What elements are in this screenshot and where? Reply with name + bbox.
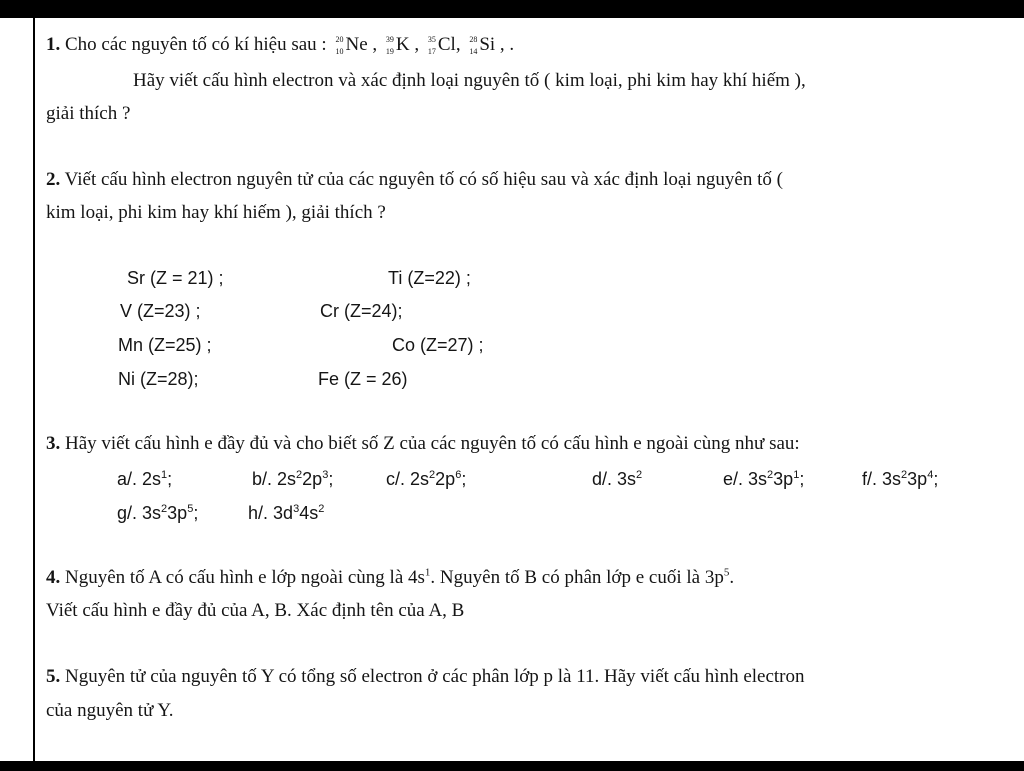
- q3-item-e: [723, 467, 804, 491]
- q3-item-d: [592, 467, 642, 491]
- isotope-cl-separator: ,: [455, 34, 466, 55]
- q3-subshell: 3d: [273, 503, 294, 523]
- q2-element-co: Co (Z=27) ;: [392, 335, 484, 355]
- q3-subshell-exponent: 2: [767, 469, 774, 481]
- isotope-k-symbol: K: [395, 34, 410, 55]
- isotope-ne-separator: ,: [367, 34, 382, 55]
- q2-element-cr: Cr (Z=24);: [320, 301, 403, 321]
- q3-item-f: [862, 467, 938, 491]
- q3-subshell: 3p: [773, 469, 794, 489]
- q3-subshell: 3s: [142, 503, 162, 523]
- q4-b-text: . Nguyên tố B có phân lớp e cuối là: [430, 567, 705, 588]
- q3-item-c: [386, 467, 466, 491]
- q3-subshell-exponent: 3: [322, 469, 329, 481]
- q4-a-text: Nguyên tố A có cấu hình e lớp ngoài cùng là: [65, 567, 409, 588]
- q5-line2: của nguyên tử Y.: [46, 700, 174, 721]
- q3-subshell-exponent: 4: [927, 469, 934, 481]
- q2-element-ni: Ni (Z=28);: [118, 369, 199, 389]
- q1-line2: Hãy viết cấu hình electron và xác định loại nguyên tố ( kim loại, phi kim hay khí hiếm ),: [133, 70, 806, 91]
- q4-line1: [46, 566, 734, 590]
- isotope-si-mass: 28: [469, 34, 478, 44]
- q4-period: .: [729, 567, 735, 588]
- q2-line1: [46, 168, 783, 192]
- q3-item-label: e/.: [723, 469, 744, 489]
- q3-subshell: 2p: [302, 469, 323, 489]
- q3-subshell: 4s: [299, 503, 319, 523]
- q3-item-end: ;: [461, 469, 467, 489]
- q3-subshell-exponent: 3: [293, 503, 300, 515]
- q3-subshell: 3p: [167, 503, 188, 523]
- q3-item-label: a/.: [117, 469, 138, 489]
- q4-number: 4.: [46, 567, 61, 588]
- q3-subshell-exponent: 6: [455, 469, 462, 481]
- q3-subshell-exponent: 1: [793, 469, 800, 481]
- isotope-ne-atomic-number: 10: [335, 46, 344, 56]
- q5-text: Nguyên tử của nguyên tố Y có tổng số electron ở các phân lớp p là 11. Hãy viết cấu hình electron: [65, 666, 805, 687]
- isotope-ne-mass: 20: [335, 34, 344, 44]
- q3-subshell: 3s: [617, 469, 637, 489]
- isotope-ne-symbol: Ne: [345, 34, 368, 55]
- q3-subshell: 2s: [142, 469, 162, 489]
- q3-subshell-exponent: 2: [318, 503, 325, 515]
- q1-number: 1.: [46, 34, 61, 55]
- isotope-k-mass: 39: [385, 34, 394, 44]
- isotope-si-symbol: Si: [479, 34, 496, 55]
- q2-text: Viết cấu hình electron nguyên tử của các nguyên tố có số hiệu sau và xác định loại nguyên tố (: [64, 169, 783, 190]
- top-black-border: [0, 0, 1024, 18]
- q3-subshell: 2s: [277, 469, 297, 489]
- isotope-k-separator: ,: [409, 34, 424, 55]
- q2-element-sr: Sr (Z = 21) ;: [127, 268, 224, 288]
- q3-subshell-exponent: 2: [429, 469, 436, 481]
- q3-subshell-exponent: 2: [161, 503, 168, 515]
- q3-item-g: [117, 501, 198, 525]
- q2-element-v: V (Z=23) ;: [120, 301, 201, 321]
- q3-item-end: ;: [167, 469, 173, 489]
- q4-line2: Viết cấu hình e đầy đủ của A, B. Xác định tên của A, B: [46, 600, 465, 621]
- isotope-si-atomic-number: 14: [469, 46, 478, 56]
- q3-item-h: [248, 501, 324, 525]
- q4-a-exponent: 1: [424, 566, 431, 579]
- q3-line1: [46, 432, 800, 456]
- isotope-cl-nuclide: [424, 35, 436, 57]
- q3-item-a: [117, 467, 172, 491]
- isotope-cl-atomic-number: 17: [427, 46, 436, 56]
- isotope-k-nuclide: [382, 35, 394, 57]
- q1-intro: Cho các nguyên tố có kí hiệu sau :: [65, 34, 332, 55]
- q3-item-label: d/.: [592, 469, 613, 489]
- isotope-ne-nuclide: [331, 35, 343, 57]
- isotope-si-separator: , .: [495, 34, 515, 55]
- q3-item-end: ;: [193, 503, 199, 523]
- q3-item-b: [252, 467, 333, 491]
- q3-item-end: ;: [933, 469, 939, 489]
- q3-subshell: 2p: [435, 469, 456, 489]
- q3-item-label: b/.: [252, 469, 273, 489]
- q3-subshell: 3p: [907, 469, 928, 489]
- q4-b-exponent: 5: [723, 566, 730, 579]
- isotope-cl-mass: 35: [427, 34, 436, 44]
- q3-item-label: c/.: [386, 469, 406, 489]
- q2-number: 2.: [46, 169, 61, 190]
- isotope-cl-symbol: Cl: [437, 34, 456, 55]
- q1-line3: giải thích ?: [46, 103, 131, 124]
- q3-number: 3.: [46, 433, 61, 454]
- q3-subshell-exponent: 2: [901, 469, 908, 481]
- q2-element-fe: Fe (Z = 26): [318, 369, 408, 389]
- q2-element-mn: Mn (Z=25) ;: [118, 335, 212, 355]
- q3-subshell: 3s: [748, 469, 768, 489]
- q5-line1: [46, 665, 805, 689]
- q1-line1: [46, 33, 514, 57]
- q4-a-config: 4s: [408, 567, 425, 588]
- q3-text: Hãy viết cấu hình e đầy đủ và cho biết số Z của các nguyên tố có cấu hình e ngoài cùng như sau:: [65, 433, 800, 454]
- q3-item-label: f/.: [862, 469, 878, 489]
- q3-subshell: 3s: [882, 469, 902, 489]
- q3-subshell-exponent: 2: [296, 469, 303, 481]
- q3-subshell-exponent: 1: [161, 469, 168, 481]
- q2-line2: kim loại, phi kim hay khí hiếm ), giải thích ?: [46, 202, 386, 223]
- q4-b-config: 3p: [704, 567, 724, 588]
- q5-number: 5.: [46, 666, 61, 687]
- q1-isotope-list: [331, 34, 514, 55]
- left-margin-rule: [33, 18, 35, 761]
- q3-subshell-exponent: 2: [636, 469, 643, 481]
- q3-subshell-exponent: 5: [187, 503, 194, 515]
- q2-element-ti: Ti (Z=22) ;: [388, 268, 471, 288]
- q3-subshell: 2s: [410, 469, 430, 489]
- q3-item-end: ;: [328, 469, 334, 489]
- q3-item-label: h/.: [248, 503, 269, 523]
- q3-item-end: ;: [799, 469, 805, 489]
- isotope-k-atomic-number: 19: [385, 46, 394, 56]
- isotope-si-nuclide: [465, 35, 477, 57]
- q3-item-label: g/.: [117, 503, 138, 523]
- bottom-black-border: [0, 761, 1024, 771]
